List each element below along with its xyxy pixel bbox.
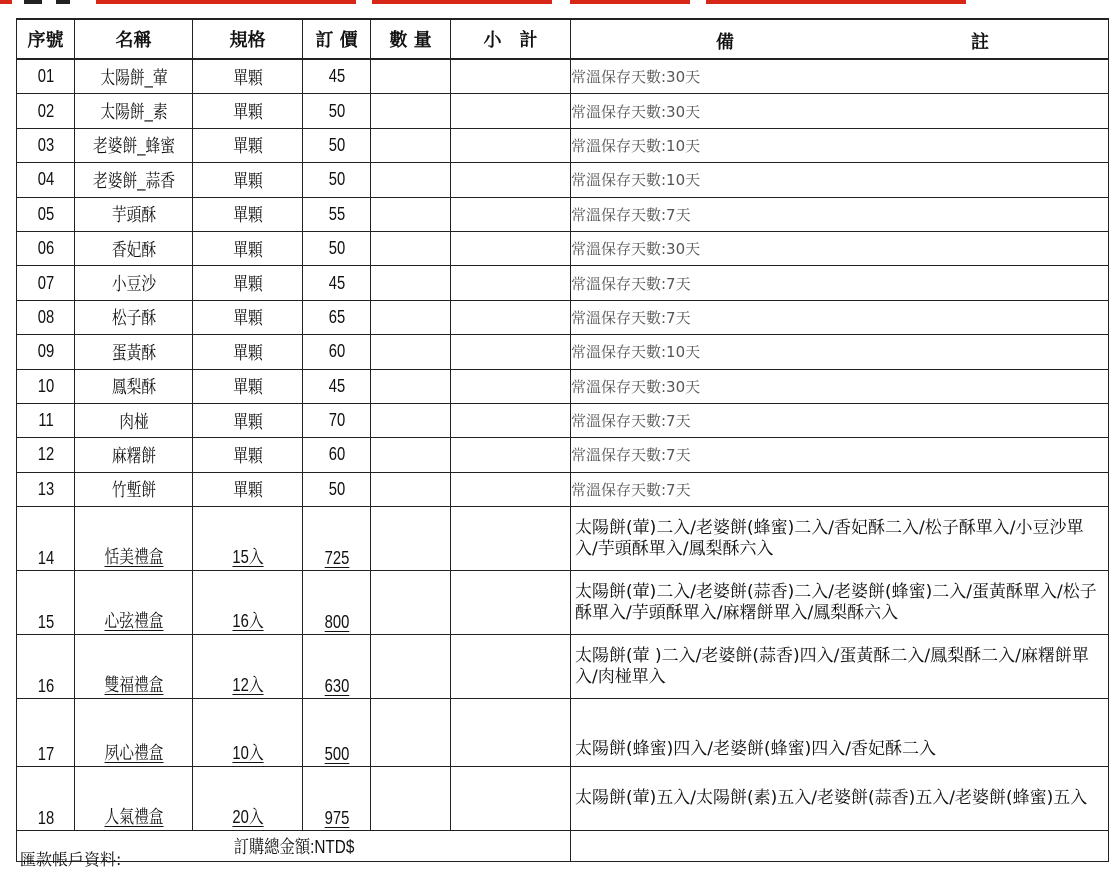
- header-qty: 數 量: [371, 19, 451, 59]
- product-name: 麻糬餅: [85, 438, 182, 472]
- gift-box-name-text: 心弦禮盒: [103, 611, 164, 632]
- row-number: 11: [22, 403, 70, 437]
- product-spec: 單顆: [202, 197, 292, 231]
- subtotal-cell: [451, 128, 571, 162]
- quantity-cell[interactable]: [371, 163, 451, 197]
- table-row: [17, 163, 1109, 197]
- subtotal-cell: [451, 300, 571, 334]
- subtotal-cell: [451, 231, 571, 265]
- product-name: 芋頭酥: [85, 197, 182, 231]
- gift-box-spec: [202, 635, 292, 699]
- table-row: [17, 59, 1109, 94]
- product-name: 太陽餅_素: [85, 94, 182, 128]
- product-spec: 單顆: [202, 335, 292, 369]
- gift-box-price: [309, 699, 365, 767]
- gift-box-row: [17, 699, 1109, 767]
- gift-box-spec: [202, 699, 292, 767]
- quantity-cell[interactable]: [371, 635, 451, 699]
- header-note-left: 備: [716, 32, 734, 53]
- quantity-cell[interactable]: [371, 472, 451, 506]
- subtotal-cell: [451, 767, 571, 831]
- row-number: 13: [22, 472, 70, 506]
- subtotal-cell: [451, 197, 571, 231]
- table-row: [17, 94, 1109, 128]
- subtotal-cell: [451, 266, 571, 300]
- subtotal-cell: [451, 438, 571, 472]
- product-note: 常溫保存天數:7天: [571, 438, 1109, 472]
- gift-box-name: [85, 635, 182, 699]
- product-price: 45: [309, 369, 365, 403]
- product-price: 55: [309, 197, 365, 231]
- product-name: 蛋黃酥: [85, 335, 182, 369]
- gift-box-spec-text: 16入: [231, 611, 264, 632]
- quantity-cell[interactable]: [371, 94, 451, 128]
- table-row: [17, 231, 1109, 265]
- quantity-cell[interactable]: [371, 335, 451, 369]
- table-row: [17, 197, 1109, 231]
- table-row: [17, 266, 1109, 300]
- gift-box-row: [17, 635, 1109, 699]
- product-spec: 單顆: [202, 231, 292, 265]
- table-row: [17, 335, 1109, 369]
- product-note: 常溫保存天數:30天: [571, 59, 1109, 94]
- row-number: 03: [22, 128, 70, 162]
- gift-box-name: [85, 699, 182, 767]
- table-body: [17, 59, 1109, 862]
- row-number: 16: [22, 635, 70, 699]
- order-form-table: [16, 18, 1109, 862]
- quantity-cell[interactable]: [371, 438, 451, 472]
- product-price: 50: [309, 128, 365, 162]
- quantity-cell[interactable]: [371, 128, 451, 162]
- row-number: 01: [22, 59, 70, 94]
- product-spec: 單顆: [202, 163, 292, 197]
- gift-box-price: [309, 635, 365, 699]
- table-row: [17, 300, 1109, 334]
- product-spec: 單顆: [202, 266, 292, 300]
- row-number: 17: [22, 699, 70, 767]
- gift-box-contents: 太陽餅(葷)五入/太陽餅(素)五入/老婆餅(蒜香)五入/老婆餅(蜂蜜)五入: [571, 767, 1109, 831]
- quantity-cell[interactable]: [371, 699, 451, 767]
- header-row: [17, 19, 1109, 59]
- table-row: [17, 369, 1109, 403]
- product-price: 65: [309, 300, 365, 334]
- table-row: [17, 128, 1109, 162]
- product-spec: 單顆: [202, 59, 292, 94]
- header-name: 名稱: [75, 19, 193, 59]
- product-note: 常溫保存天數:7天: [571, 197, 1109, 231]
- header-note-right: 註: [971, 32, 989, 53]
- payment-info-label: 匯款帳戶資料:: [20, 850, 122, 869]
- row-number: 15: [22, 571, 70, 635]
- subtotal-cell: [451, 163, 571, 197]
- row-number: 07: [22, 266, 70, 300]
- subtotal-cell: [451, 699, 571, 767]
- product-price: 60: [309, 438, 365, 472]
- gift-box-spec: [202, 507, 292, 571]
- gift-box-spec: [202, 571, 292, 635]
- header-num: 序號: [17, 19, 75, 59]
- gift-box-spec-text: 12入: [231, 675, 264, 696]
- gift-box-name: [85, 767, 182, 831]
- quantity-cell[interactable]: [371, 403, 451, 437]
- product-price: 70: [309, 403, 365, 437]
- gift-box-name-text: 恬美禮盒: [103, 547, 164, 568]
- product-price: 45: [309, 266, 365, 300]
- subtotal-cell: [451, 571, 571, 635]
- table-row: [17, 472, 1109, 506]
- header-spec: 規格: [193, 19, 303, 59]
- product-name: 鳳梨酥: [85, 369, 182, 403]
- product-note: 常溫保存天數:10天: [571, 128, 1109, 162]
- subtotal-cell: [451, 403, 571, 437]
- gift-box-row: [17, 767, 1109, 831]
- product-price: 60: [309, 335, 365, 369]
- row-number: 12: [22, 438, 70, 472]
- cropped-header-strip: [0, 0, 1120, 8]
- gift-box-row: [17, 571, 1109, 635]
- quantity-cell[interactable]: [371, 767, 451, 831]
- gift-box-name-text: 人氣禮盒: [103, 807, 164, 828]
- row-number: 05: [22, 197, 70, 231]
- table-row: [17, 438, 1109, 472]
- product-spec: 單顆: [202, 369, 292, 403]
- product-spec: 單顆: [202, 300, 292, 334]
- product-note: 常溫保存天數:7天: [571, 403, 1109, 437]
- product-spec: 單顆: [202, 438, 292, 472]
- quantity-cell[interactable]: [371, 197, 451, 231]
- product-price: 50: [309, 472, 365, 506]
- product-price: 50: [309, 163, 365, 197]
- row-number: 14: [22, 507, 70, 571]
- row-number: 10: [22, 369, 70, 403]
- gift-box-contents: 太陽餅(葷 )二入/老婆餅(蒜香)四入/蛋黃酥二入/鳳梨酥二入/麻糬餅單入/肉椪單入: [571, 635, 1109, 699]
- gift-box-spec-text: 10入: [231, 743, 264, 764]
- product-note: 常溫保存天數:7天: [571, 472, 1109, 506]
- quantity-cell[interactable]: [371, 300, 451, 334]
- row-number: 06: [22, 231, 70, 265]
- product-name: 松子酥: [85, 300, 182, 334]
- quantity-cell[interactable]: [371, 231, 451, 265]
- product-name: 老婆餅_蒜香: [85, 163, 182, 197]
- gift-box-name-text: 雙福禮盒: [103, 675, 164, 696]
- header-note: [571, 19, 1109, 59]
- gift-box-spec-text: 20入: [231, 807, 264, 828]
- quantity-cell[interactable]: [371, 507, 451, 571]
- gift-box-price-text: 500: [324, 744, 349, 765]
- gift-box-price-text: 725: [324, 548, 349, 569]
- row-number: 08: [22, 300, 70, 334]
- gift-box-contents: 太陽餅(蜂蜜)四入/老婆餅(蜂蜜)四入/香妃酥二入: [571, 699, 1109, 767]
- gift-box-price-text: 800: [324, 612, 349, 633]
- product-note: 常溫保存天數:30天: [571, 369, 1109, 403]
- product-note: 常溫保存天數:30天: [571, 231, 1109, 265]
- total-row: [17, 831, 1109, 862]
- subtotal-cell: [451, 472, 571, 506]
- product-price: 50: [309, 94, 365, 128]
- product-name: 老婆餅_蜂蜜: [85, 128, 182, 162]
- gift-box-name: [85, 571, 182, 635]
- gift-box-price: [309, 507, 365, 571]
- product-price: 45: [309, 59, 365, 94]
- quantity-cell[interactable]: [371, 369, 451, 403]
- quantity-cell[interactable]: [371, 571, 451, 635]
- product-note: 常溫保存天數:10天: [571, 163, 1109, 197]
- gift-box-name: [85, 507, 182, 571]
- total-amount-label: 訂購總金額:NTD$: [58, 831, 529, 862]
- product-note: 常溫保存天數:30天: [571, 94, 1109, 128]
- gift-box-price: [309, 767, 365, 831]
- subtotal-cell: [451, 94, 571, 128]
- subtotal-cell: [451, 507, 571, 571]
- product-spec: 單顆: [202, 403, 292, 437]
- product-note: 常溫保存天數:7天: [571, 300, 1109, 334]
- row-number: 04: [22, 163, 70, 197]
- product-name: 竹塹餅: [85, 472, 182, 506]
- gift-box-spec-text: 15入: [231, 547, 264, 568]
- gift-box-price-text: 975: [324, 808, 349, 829]
- product-name: 小豆沙: [85, 266, 182, 300]
- row-number: 02: [22, 94, 70, 128]
- subtotal-cell: [451, 59, 571, 94]
- quantity-cell[interactable]: [371, 59, 451, 94]
- header-price: 訂 價: [303, 19, 371, 59]
- gift-box-row: [17, 507, 1109, 571]
- row-number: 18: [22, 767, 70, 831]
- gift-box-name-text: 夙心禮盒: [103, 743, 164, 764]
- subtotal-cell: [451, 335, 571, 369]
- gift-box-price: [309, 571, 365, 635]
- header-subtotal: 小 計: [451, 19, 571, 59]
- subtotal-cell: [451, 369, 571, 403]
- product-name: 香妃酥: [85, 231, 182, 265]
- gift-box-price-text: 630: [324, 676, 349, 697]
- gift-box-spec: [202, 767, 292, 831]
- product-spec: 單顆: [202, 472, 292, 506]
- product-name: 肉椪: [85, 403, 182, 437]
- product-note: 常溫保存天數:7天: [571, 266, 1109, 300]
- gift-box-contents: 太陽餅(葷)二入/老婆餅(蜂蜜)二入/香妃酥二入/松子酥單入/小豆沙單入/芋頭酥單入/鳳梨酥六入: [571, 507, 1109, 571]
- product-name: 太陽餅_葷: [85, 59, 182, 94]
- gift-box-contents: 太陽餅(葷)二入/老婆餅(蒜香)二入/老婆餅(蜂蜜)二入/蛋黃酥單入/松子酥單入/芋頭酥單入/麻糬餅單入/鳳梨酥六入: [571, 571, 1109, 635]
- product-spec: 單顆: [202, 128, 292, 162]
- product-spec: 單顆: [202, 94, 292, 128]
- table-row: [17, 403, 1109, 437]
- product-note: 常溫保存天數:10天: [571, 335, 1109, 369]
- row-number: 09: [22, 335, 70, 369]
- product-price: 50: [309, 231, 365, 265]
- subtotal-cell: [451, 635, 571, 699]
- quantity-cell[interactable]: [371, 266, 451, 300]
- total-note-cell: [571, 831, 1109, 862]
